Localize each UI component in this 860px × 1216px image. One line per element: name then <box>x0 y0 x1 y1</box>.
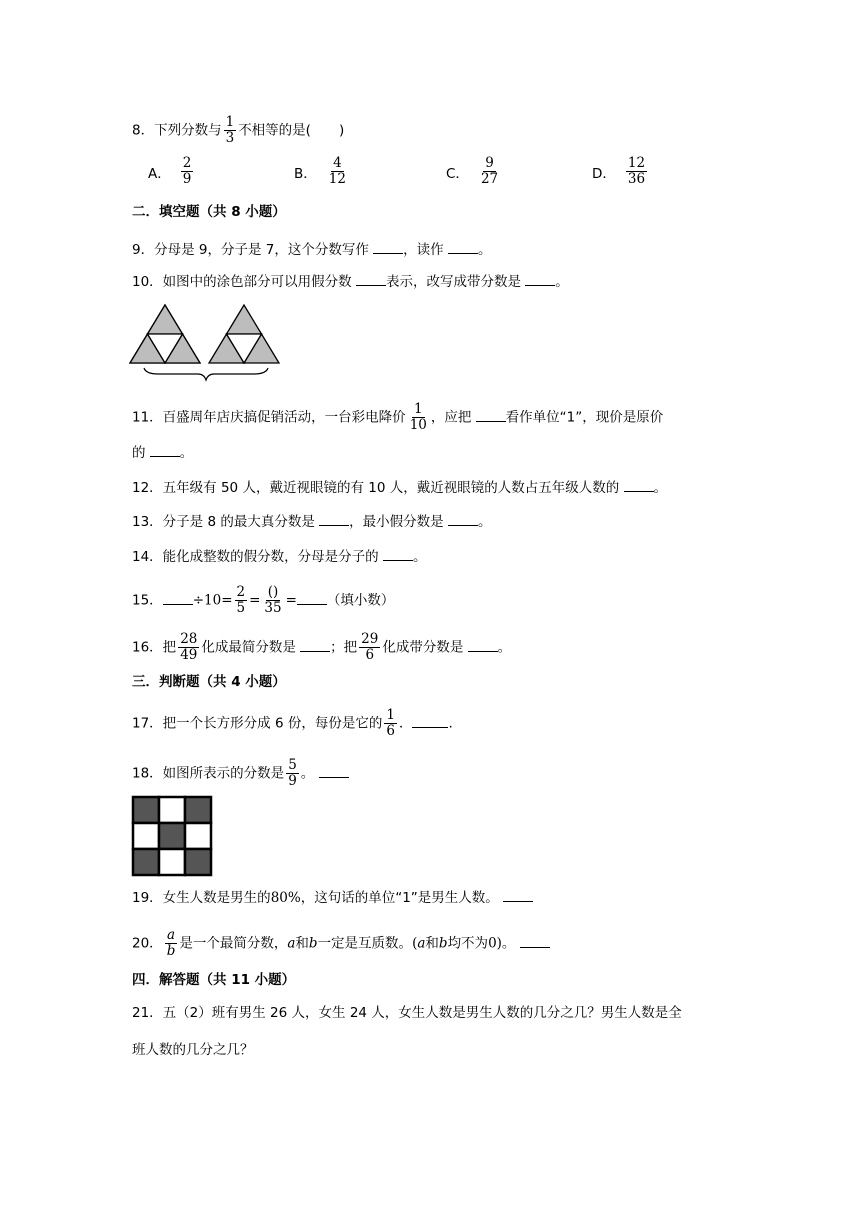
answer-blank[interactable] <box>468 639 498 652</box>
q21-continued: 班人数的几分之几？ <box>132 1042 254 1058</box>
q8-option-b[interactable]: B． $\frac{4}{12}$ <box>294 155 346 187</box>
q11-continued: 的 。 <box>132 445 194 461</box>
fraction: $\frac{5}{9}$ <box>288 757 297 789</box>
q16: 16．把 $\frac{28}{49}$ 化成最简分数是 ；把 $\frac{29}{6}$ 化成带分数是 。 <box>132 631 512 663</box>
q8-option-d[interactable]: D． $\frac{12}{36}$ <box>592 155 646 187</box>
q9: 9．分母是 9，分子是 7，这个分数写作 ，读作 。 <box>132 242 492 258</box>
answer-blank[interactable] <box>163 592 193 605</box>
fraction: $\frac{12}{36}$ <box>627 155 646 187</box>
section-heading-true-false: 三．判断题（共 4 小题） <box>132 674 286 690</box>
fraction: $\frac{9}{27}$ <box>480 155 499 187</box>
q19: 19．女生人数是男生的80%，这句话的单位“1”是男生人数。 <box>132 888 533 908</box>
fraction: $\frac{1}{10}$ <box>409 401 427 433</box>
answer-blank[interactable] <box>297 592 327 605</box>
grid-cell-shaded <box>133 849 159 875</box>
grid-cell-empty <box>185 823 211 849</box>
fraction: $\frac{1}{3}$ <box>225 114 235 146</box>
answer-blank[interactable] <box>412 715 448 728</box>
answer-blank[interactable] <box>525 273 555 286</box>
section-heading-solve: 四．解答题（共 11 小题） <box>132 972 296 988</box>
answer-blank[interactable] <box>503 889 533 902</box>
answer-blank[interactable] <box>624 479 654 492</box>
answer-blank[interactable] <box>448 513 478 526</box>
grid-cell-shaded <box>185 797 211 823</box>
q15: 15． ÷10= $\frac{2}{5}$ = $\frac{()}{35}$ = （填小数） <box>132 584 395 616</box>
fraction: $\frac{2}{9}$ <box>182 155 192 187</box>
answer-blank[interactable] <box>356 273 386 286</box>
fraction: $\frac{2}{5}$ <box>236 584 246 616</box>
q17: 17．把一个长方形分成 6 份，每份是它的 $\frac{1}{6}$ ． . <box>132 707 453 739</box>
fraction: $\frac{1}{6}$ <box>386 707 395 739</box>
answer-blank[interactable] <box>520 935 550 948</box>
fraction: $\frac{()}{35}$ <box>264 584 282 616</box>
q18: 18．如图所表示的分数是 $\frac{5}{9}$ 。 <box>132 758 349 789</box>
answer-blank[interactable] <box>319 765 349 778</box>
answer-blank[interactable] <box>448 241 478 254</box>
grid-cell-empty <box>133 823 159 849</box>
q8-text: 8．下列分数与 <box>132 122 222 139</box>
grid-cell-empty <box>159 849 185 875</box>
brace <box>144 368 268 380</box>
fraction: $\frac{29}{6}$ <box>361 631 379 663</box>
q10: 10．如图中的涂色部分可以用假分数 表示，改写成带分数是 。 <box>132 274 569 290</box>
grid-cell-shaded <box>185 849 211 875</box>
answer-blank[interactable] <box>300 639 330 652</box>
triangles-figure <box>128 300 288 386</box>
q12: 12．五年级有 50 人，戴近视眼镜的有 10 人，戴近视眼镜的人数占五年级人数的 。 <box>132 480 667 496</box>
answer-blank[interactable] <box>383 548 413 561</box>
q14: 14．能化成整数的假分数，分母是分子的 。 <box>132 549 427 565</box>
q8: 8．下列分数与 $\frac{1}{3}$ 不相等的是( ) <box>132 114 345 146</box>
answer-blank[interactable] <box>150 444 180 457</box>
q20: 20． $\frac{a}{b}$ 是一个最简分数，a和b一定是互质数。(a和b均不为0)。 <box>132 928 550 959</box>
fraction: $\frac{4}{12}$ <box>328 155 346 187</box>
grid-cell-shaded <box>133 797 159 823</box>
answer-blank[interactable] <box>476 409 506 422</box>
section-heading-fill-in: 二．填空题（共 8 小题） <box>132 204 286 220</box>
fraction: $\frac{a}{b}$ <box>166 927 176 959</box>
q11: 11．百盛周年店庆搞促销活动，一台彩电降价 $\frac{1}{10}$ ，应把 看作单位“1”，现价是原价 <box>132 401 664 433</box>
q8-option-c[interactable]: C． $\frac{9}{27}$ <box>446 155 499 187</box>
checker-grid-figure <box>131 795 215 879</box>
fraction: $\frac{28}{49}$ <box>180 631 198 663</box>
answer-blank[interactable] <box>373 241 403 254</box>
grid-cell-empty <box>159 797 185 823</box>
q21: 21．五（2）班有男生 26 人，女生 24 人，女生人数是男生人数的几分之几？男生人数是全 <box>132 1005 682 1021</box>
q13: 13．分子是 8 的最大真分数是 ，最小假分数是 。 <box>132 514 492 530</box>
q8-option-a[interactable]: A． $\frac{2}{9}$ <box>148 155 192 187</box>
answer-blank[interactable] <box>319 513 349 526</box>
grid-cell-shaded <box>159 823 185 849</box>
